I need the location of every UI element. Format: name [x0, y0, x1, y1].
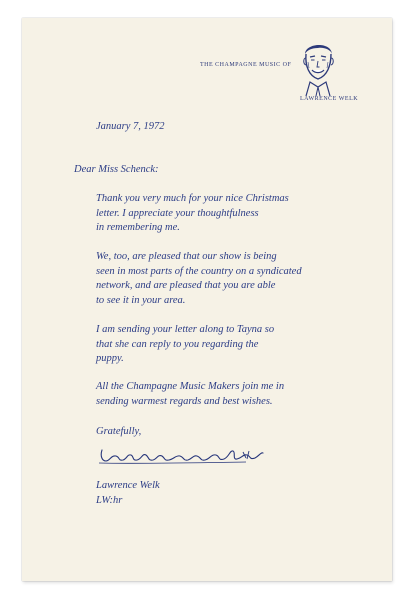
paragraph-line: seen in most parts of the country on a syndicated [96, 265, 302, 277]
paragraph-1 [96, 192, 289, 236]
reference-initials: LW:hr [96, 495, 123, 506]
closing: Gratefully, [96, 426, 142, 437]
letterhead [200, 42, 359, 102]
paragraph-line: that she can reply to you regarding the [96, 338, 259, 350]
paragraph-2 [96, 250, 302, 308]
paragraph-line: to see it in your area. [96, 294, 186, 306]
letterhead-bottom-text: LAWRENCE WELK [300, 96, 359, 102]
paragraph-line: We, too, are pleased that our show is being [96, 251, 277, 262]
paragraph-line: sending warmest regards and best wishes. [96, 395, 273, 407]
salutation: Dear Miss Schenck: [74, 164, 159, 175]
letter-date: January 7, 1972 [96, 121, 165, 132]
paragraph-3 [96, 323, 274, 367]
paragraph-line: in remembering me. [96, 222, 180, 233]
letterhead-top-text: THE CHAMPAGNE MUSIC OF [200, 62, 292, 68]
paragraph-line: network, and are pleased that you are able [96, 280, 276, 291]
portrait-illustration [298, 40, 338, 96]
handwritten-signature [96, 446, 266, 466]
paragraph-line: puppy. [96, 353, 124, 364]
paragraph-line: All the Champagne Music Makers join me in [96, 381, 285, 392]
paragraph-4 [96, 380, 284, 409]
paragraph-line: Thank you very much for your nice Christmas [96, 193, 289, 204]
paragraph-line: I am sending your letter along to Tayna so [96, 324, 275, 335]
signer-name: Lawrence Welk [96, 480, 160, 491]
paragraph-line: letter. I appreciate your thoughtfulness [96, 207, 259, 219]
